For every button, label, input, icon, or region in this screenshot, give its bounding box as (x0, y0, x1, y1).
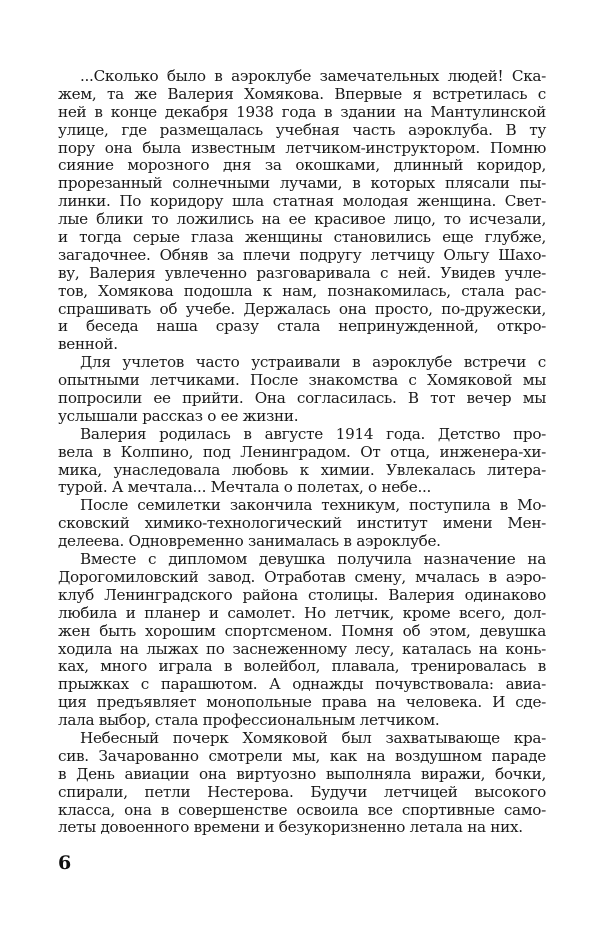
text-line: спирали, петли Нестерова. Будучи летчицей высокого (58, 782, 546, 801)
text-line: услышали рассказ о ее жизни. (58, 406, 299, 425)
text-line: жен быть хорошим спортсменом. Помня об этом, девушка (58, 621, 546, 640)
text-line: Дорогомиловский завод. Отработав смену, мчалась в аэро- (58, 567, 546, 586)
text-line: леты довоенного времени и безукоризненно летала на них. (58, 818, 523, 837)
text-line: вела в Колпино, под Ленинградом. От отца, инженера-хи- (58, 442, 546, 461)
paragraph (58, 551, 546, 730)
text-line: делеева. Одновременно занималась в аэроклубе. (58, 532, 441, 551)
text-line: спрашивать об учебе. Держалась она просто, по-дружески, (58, 299, 546, 318)
text-line: и беседа наша сразу стала непринужденной, откро- (58, 317, 546, 336)
text-line: опытными летчиками. После знакомства с Хомяковой мы (58, 371, 546, 390)
paragraph (58, 426, 546, 498)
text-line: Небесный почерк Хомяковой был захватывающе кра- (80, 728, 546, 747)
text-line: венной. (58, 335, 118, 354)
text-line: лые блики то ложились на ее красивое лицо, то исчезали, (58, 210, 546, 229)
text-line: Для учлетов часто устраивали в аэроклубе встречи с (80, 353, 546, 372)
text-line: Вместе с дипломом девушка получила назначение на (80, 550, 546, 569)
paragraph (58, 354, 546, 426)
text-line: мика, унаследовала любовь к химии. Увлекалась литера- (58, 460, 546, 479)
text-line: загадочнее. Обняв за плечи подругу летчицу Ольгу Шахо- (58, 245, 546, 264)
text-line: пору она была известным летчиком-инструктором. Помню (58, 138, 546, 157)
text-line: класса, она в совершенстве освоила все спортивные само- (58, 800, 546, 819)
text-line: ках, много играла в волейбол, плавала, тренировалась в (58, 657, 546, 676)
text-line: ней в конце декабря 1938 года в здании на Мантулинской (58, 102, 546, 121)
paragraph (58, 68, 546, 354)
text-line: ходила на лыжах по заснеженному лесу, каталась на конь- (58, 639, 546, 658)
page-number: 6 (58, 852, 72, 874)
paragraph (58, 730, 546, 837)
text-line: ция предъявляет монопольные права на человека. И сде- (58, 693, 546, 712)
text-line: жем, та же Валерия Хомякова. Впервые я встретилась с (58, 84, 546, 103)
text-line: ...Сколько было в аэроклубе замечательных людей! Ска- (80, 67, 546, 85)
text-line: сияние морозного дня за окошками, длинный коридор, (58, 156, 546, 175)
text-line: в День авиации она виртуозно выполняла виражи, бочки, (58, 764, 546, 783)
page-body (58, 68, 546, 837)
text-line: любила и планер и самолет. Но летчик, кроме всего, дол- (58, 603, 546, 622)
text-line: тов, Хомякова подошла к нам, познакомилась, стала рас- (58, 281, 546, 300)
text-line: улице, где размещалась учебная часть аэроклуба. В ту (58, 120, 546, 139)
text-line: Валерия родилась в августе 1914 года. Детство про- (80, 424, 546, 443)
text-line: сковский химико-технологический институт имени Мен- (58, 514, 546, 533)
text-line: прорезанный солнечными лучами, в которых плясали пы- (58, 174, 546, 193)
text-line: линки. По коридору шла статная молодая женщина. Свет- (58, 192, 546, 211)
text-line: клуб Ленинградского района столицы. Валерия одинаково (58, 585, 546, 604)
text-line: После семилетки закончила техникум, поступила в Мо- (80, 496, 546, 515)
text-line: сив. Зачарованно смотрели мы, как на воздушном параде (58, 746, 546, 765)
text-line: турой. А мечтала... Мечтала о полетах, о небе... (58, 478, 432, 497)
text-line: лала выбор, стала профессиональным летчиком. (58, 711, 440, 730)
paragraph (58, 497, 546, 551)
text-line: ву, Валерия увлеченно разговаривала с ней. Увидев учле- (58, 263, 546, 282)
text-line: прыжках с парашютом. А однажды почувствовала: авиа- (58, 675, 546, 694)
text-line: и тогда серые глаза женщины становились еще глубже, (58, 228, 546, 247)
text-line: попросили ее прийти. Она согласилась. В тот вечер мы (58, 389, 546, 408)
